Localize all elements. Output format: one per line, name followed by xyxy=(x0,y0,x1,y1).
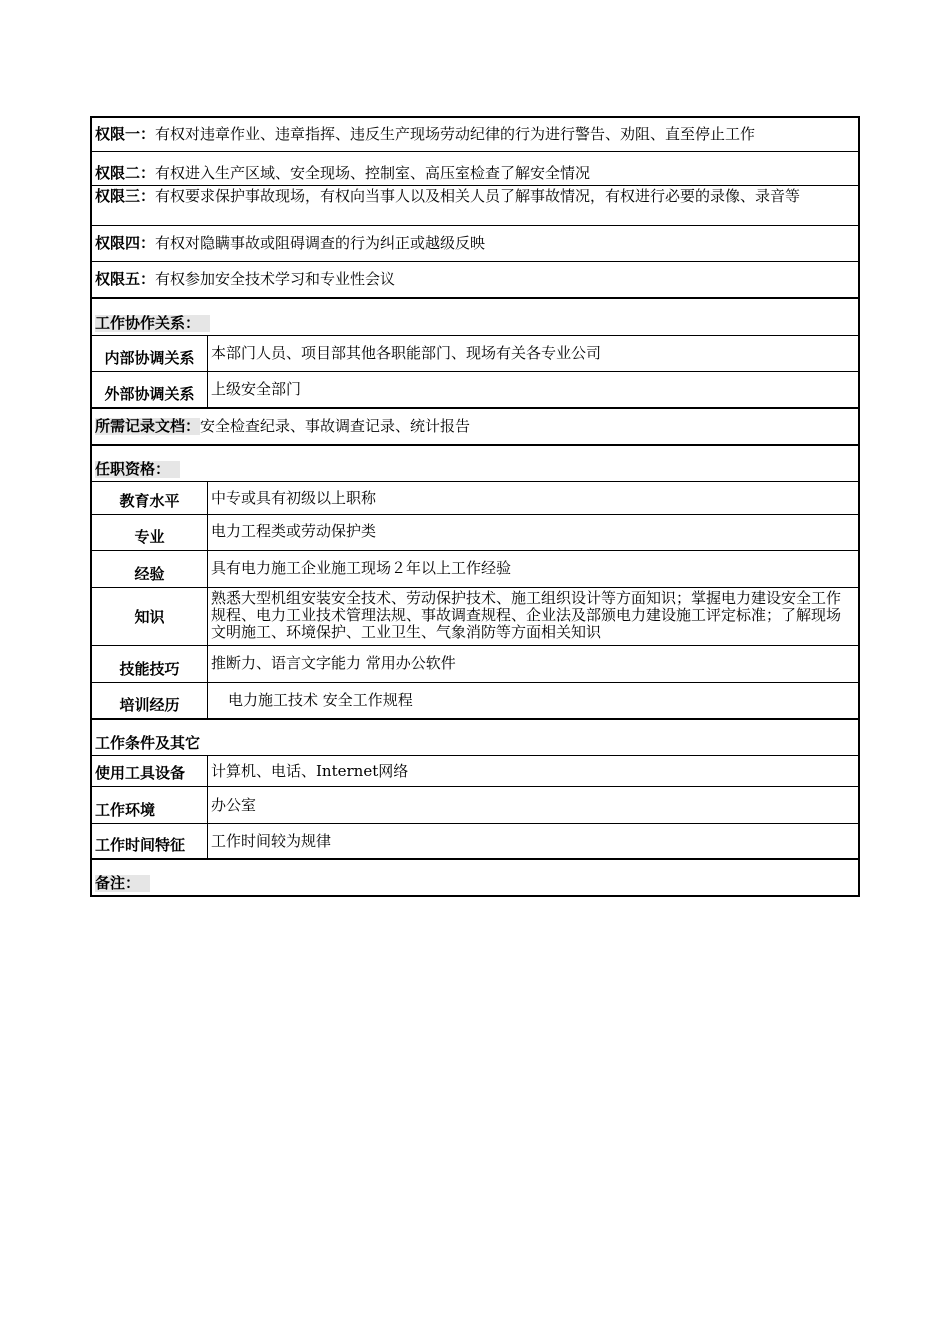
external-coordination-label: 外部协调关系 xyxy=(92,372,208,407)
authority-row-5 xyxy=(90,262,860,299)
internal-coordination-value: 本部门人员、项目部其他各职能部门、现场有关各专业公司 xyxy=(211,344,602,362)
authority-text: 有权要求保护事故现场，有权向当事人以及相关人员了解事故情况，有权进行必要的录像、录音等 xyxy=(155,187,801,205)
external-coordination-value: 上级安全部门 xyxy=(211,380,302,398)
authority-text: 有权参加安全技术学习和专业性会议 xyxy=(155,270,396,288)
training-value: 电力施工技术 安全工作规程 xyxy=(228,691,413,709)
work-time-value: 工作时间较为规律 xyxy=(211,831,332,850)
authority-label: 权限五： xyxy=(95,270,156,288)
remarks-label: 备注： xyxy=(95,875,150,892)
knowledge-label: 知识 xyxy=(92,588,208,645)
tools-value: 计算机、电话、Internet网络 xyxy=(211,761,409,780)
education-label: 教育水平 xyxy=(92,482,208,514)
authority-text: 有权对违章作业、违章指挥、违反生产现场劳动纪律的行为进行警告、劝阻、直至停止工作 xyxy=(155,125,756,143)
authority-text: 有权对隐瞒事故或阻碍调查的行为纠正或越级反映 xyxy=(155,234,486,252)
education-row xyxy=(90,482,860,515)
authority-text: 有权进入生产区域、安全现场、控制室、高压室检查了解安全情况 xyxy=(155,164,591,182)
authority-label: 权限三： xyxy=(95,187,156,205)
skills-label: 技能技巧 xyxy=(92,646,208,682)
environment-row xyxy=(90,787,860,824)
records-label: 所需记录文档： xyxy=(95,417,201,435)
authority-row-3 xyxy=(90,186,860,226)
tools-label: 使用工具设备 xyxy=(92,756,208,786)
experience-row xyxy=(90,551,860,588)
work-time-label: 工作时间特征 xyxy=(92,824,208,858)
internal-coordination-row xyxy=(90,336,860,372)
authority-row-1 xyxy=(90,116,860,152)
authority-row-2 xyxy=(90,152,860,186)
major-label: 专业 xyxy=(92,515,208,550)
major-row xyxy=(90,515,860,551)
cooperation-header-row xyxy=(90,299,860,336)
knowledge-value: 熟悉大型机组安装安全技术、劳动保护技术、施工组织设计等方面知识；掌握电力建设安全工作规程、电力工业技术管理法规、事故调查规程、企业法及部颁电力建设施工评定标准；了解现场文明施工、环境保护、工业卫生、气象消防等方面相关知识 xyxy=(211,589,842,641)
experience-label: 经验 xyxy=(92,551,208,587)
experience-value: 具有电力施工企业施工现场２年以上工作经验 xyxy=(211,559,512,577)
qualifications-title: 任职资格： xyxy=(95,461,180,478)
internal-coordination-label: 内部协调关系 xyxy=(92,336,208,371)
authority-row-4 xyxy=(90,226,860,262)
job-description-table xyxy=(90,116,860,897)
records-value: 安全检查纪录、事故调查记录、统计报告 xyxy=(200,417,471,435)
remarks-row xyxy=(90,860,860,897)
qualifications-header-row xyxy=(90,446,860,482)
education-value: 中专或具有初级以上职称 xyxy=(211,488,377,507)
conditions-title: 工作条件及其它 xyxy=(95,734,201,752)
authority-label: 权限一： xyxy=(95,125,156,143)
training-label: 培训经历 xyxy=(92,683,208,718)
environment-label: 工作环境 xyxy=(92,787,208,823)
major-value: 电力工程类或劳动保护类 xyxy=(211,522,377,540)
external-coordination-row xyxy=(90,372,860,409)
conditions-header-row xyxy=(90,720,860,756)
skills-value: 推断力、语言文字能力 常用办公软件 xyxy=(211,654,456,672)
environment-value: 办公室 xyxy=(211,795,257,814)
work-time-row xyxy=(90,824,860,860)
authority-label: 权限二： xyxy=(95,164,156,182)
tools-row xyxy=(90,756,860,787)
training-row xyxy=(90,683,860,720)
authority-label: 权限四： xyxy=(95,234,156,252)
knowledge-row xyxy=(90,588,860,646)
cooperation-title: 工作协作关系： xyxy=(95,315,210,332)
skills-row xyxy=(90,646,860,683)
records-row xyxy=(90,409,860,446)
